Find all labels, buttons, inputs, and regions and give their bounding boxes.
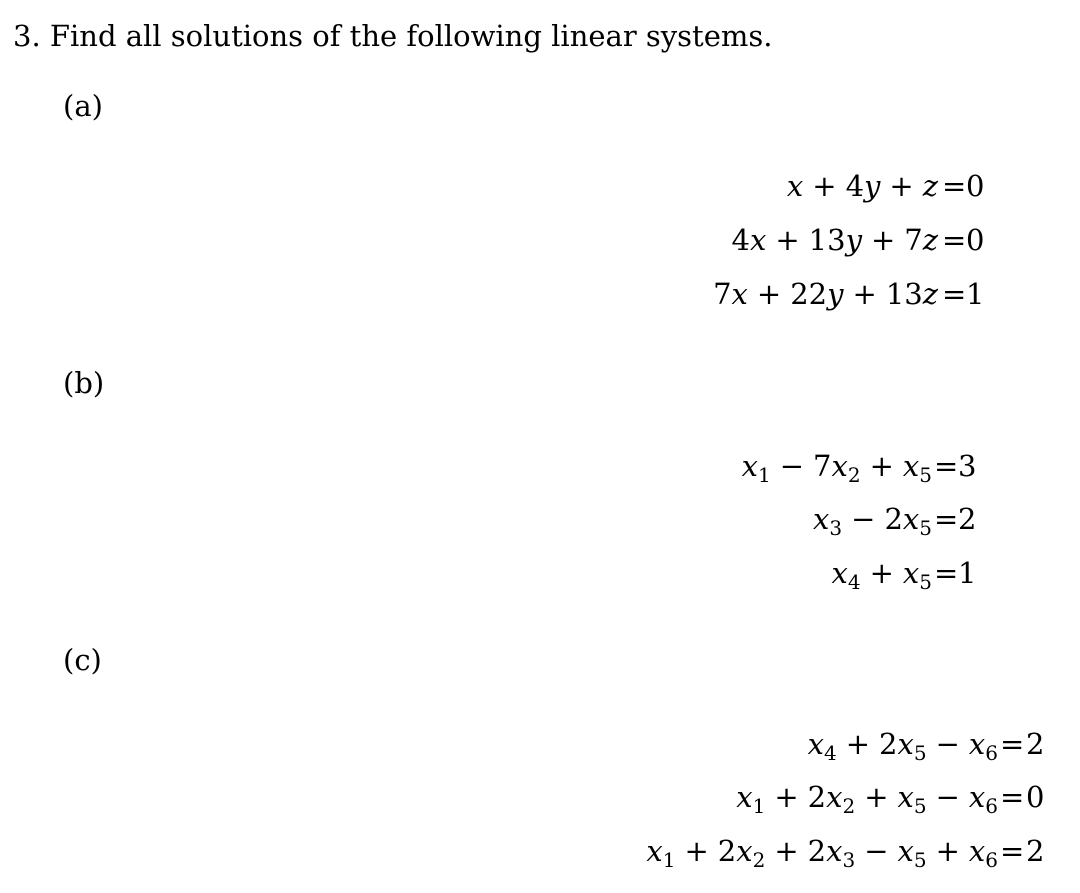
equation-lhs: $x_4 + 2x_5 - x_6$ bbox=[807, 727, 998, 765]
equation bbox=[0, 220, 1080, 260]
part-a-label: (a) bbox=[63, 89, 103, 123]
equation bbox=[0, 499, 1080, 539]
equation bbox=[0, 274, 1080, 314]
equals-sign: = bbox=[1000, 727, 1025, 761]
equation-lhs: $x_4 + x_5$ bbox=[831, 556, 932, 594]
problem-heading: 3. Find all solutions of the following linear systems. bbox=[13, 19, 773, 53]
equation-lhs: $x_1 + 2x_2 + x_5 - x_6$ bbox=[736, 780, 998, 818]
equation-lhs: $x_1 - 7x_2 + x_5$ bbox=[741, 449, 932, 487]
equation bbox=[0, 166, 1080, 206]
equation bbox=[0, 446, 1080, 486]
equation-rhs: 1 bbox=[966, 277, 985, 311]
equation bbox=[0, 831, 1080, 871]
equation-lhs: 7x + 22y + 13z bbox=[713, 277, 938, 311]
equation-rhs: 0 bbox=[966, 223, 985, 257]
equation bbox=[0, 724, 1080, 764]
equals-sign: = bbox=[1000, 834, 1025, 868]
equals-sign: = bbox=[934, 449, 959, 483]
equation-rhs: 0 bbox=[966, 169, 985, 203]
equation-lhs: x + 4y + z bbox=[786, 169, 938, 203]
equals-sign: = bbox=[942, 223, 967, 257]
equation-rhs: 0 bbox=[1026, 780, 1045, 814]
equation-rhs: 1 bbox=[958, 556, 977, 590]
equation-rhs: 2 bbox=[958, 502, 977, 536]
part-b-label: (b) bbox=[63, 366, 105, 400]
equation-rhs: 3 bbox=[958, 449, 977, 483]
equals-sign: = bbox=[1000, 780, 1025, 814]
equation bbox=[0, 553, 1080, 593]
equation-lhs: 4x + 13y + 7z bbox=[731, 223, 938, 257]
equation-rhs: 2 bbox=[1026, 727, 1045, 761]
equals-sign: = bbox=[934, 502, 959, 536]
equation-lhs: $x_1 + 2x_2 + 2x_3 - x_5 + x_6$ bbox=[646, 834, 998, 872]
equation bbox=[0, 777, 1080, 817]
equation-lhs: $x_3 - 2x_5$ bbox=[813, 502, 932, 540]
equation-rhs: 2 bbox=[1026, 834, 1045, 868]
equals-sign: = bbox=[934, 556, 959, 590]
equals-sign: = bbox=[942, 277, 967, 311]
part-c-label: (c) bbox=[63, 643, 102, 677]
equals-sign: = bbox=[942, 169, 967, 203]
